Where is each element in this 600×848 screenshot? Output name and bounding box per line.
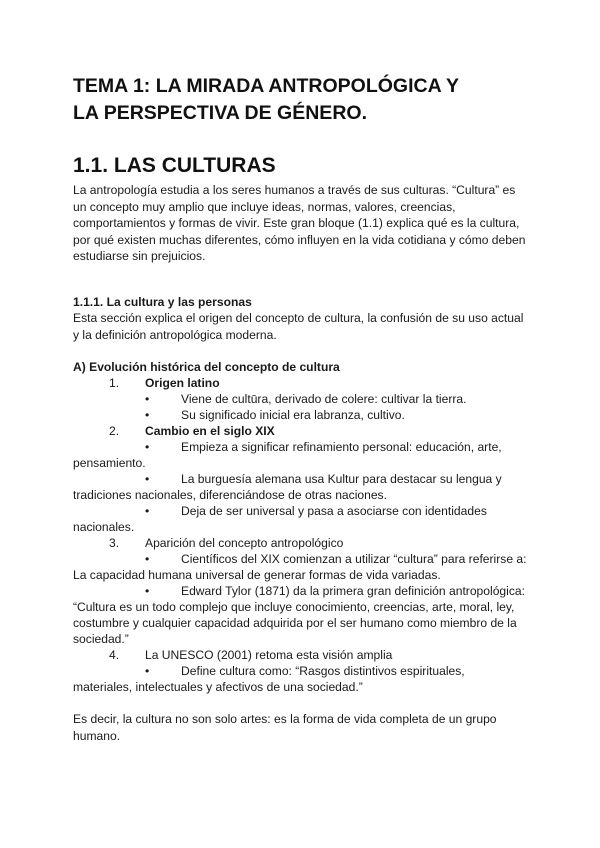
bullet-text: Define cultura como: “Rasgos distintivos espirituales,: [181, 664, 465, 678]
item-number: 2.: [109, 424, 120, 438]
bullet-text: materiales, intelectuales y afectivos de una sociedad.”: [73, 680, 363, 694]
paragraph-line: humano.: [73, 728, 121, 743]
paragraph-line: Es decir, la cultura no son solo artes: es la forma de vida completa de un grupo: [73, 712, 497, 726]
paragraph-line: comportamientos y formas de vivir. Este gran bloque (1.1) explica qué es la cultura,: [73, 216, 520, 230]
bullet-text: Científicos del XIX comienzan a utilizar “cultura” para referirse a:: [181, 552, 527, 566]
bullet-text: Su significado inicial era labranza, cultivo.: [181, 408, 405, 422]
document-title-line: TEMA 1: LA MIRADA ANTROPOLÓGICA Y: [73, 75, 460, 97]
part-a-heading: A) Evolución histórica del concepto de cultura: [73, 360, 340, 374]
bullet-text: Empieza a significar refinamiento personal: educación, arte,: [181, 440, 502, 454]
paragraph-line: estudiarse sin prejuicios.: [73, 249, 206, 263]
subsection-intro: [73, 310, 533, 343]
bullet-glyph: •: [145, 504, 150, 518]
item-number: 3.: [109, 536, 120, 550]
bullet-text: “Cultura es un todo complejo que incluye conocimiento, creencias, arte, moral, ley,: [73, 600, 515, 614]
bullet-glyph: •: [145, 440, 150, 454]
subsection-heading: 1.1.1. La cultura y las personas: [73, 295, 252, 309]
bullet-text: Deja de ser universal y pasa a asociarse con identidades: [181, 504, 487, 518]
bullet-glyph: •: [145, 552, 150, 566]
paragraph-line: Esta sección explica el origen del concepto de cultura, la confusión de su uso actual: [73, 311, 524, 325]
section-heading: 1.1. LAS CULTURAS: [73, 154, 276, 177]
bullet-glyph: •: [145, 584, 150, 598]
document-title-line: LA PERSPECTIVA DE GÉNERO.: [73, 102, 367, 124]
bullet-glyph: •: [145, 472, 150, 486]
item-title: Cambio en el siglo XIX: [145, 424, 275, 438]
conclusion-paragraph: [73, 711, 533, 744]
bullet-text: pensamiento.: [73, 456, 146, 470]
bullet-text: sociedad.”: [73, 632, 129, 646]
paragraph-line: un concepto muy amplio que incluye ideas, normas, valores, creencias,: [73, 199, 456, 214]
paragraph-line: por qué existen muchas diferentes, cómo influyen en la vida cotidiana y cómo deben: [73, 232, 526, 247]
item-title: Origen latino: [145, 376, 220, 390]
section-intro: [73, 182, 533, 265]
bullet-text: La capacidad humana universal de generar formas de vida variadas.: [73, 568, 441, 582]
bullet-text: nacionales.: [73, 520, 135, 534]
paragraph-line: La antropología estudia a los seres humanos a través de sus culturas. “Cultura” es: [73, 183, 516, 197]
bullet-glyph: •: [145, 408, 150, 422]
item-number: 4.: [109, 648, 120, 662]
item-number: 1.: [109, 376, 120, 390]
bullet-text: Viene de cultūra, derivado de colere: cultivar la tierra.: [181, 392, 467, 406]
bullet-text: tradiciones nacionales, diferenciándose de otras naciones.: [73, 488, 387, 502]
bullet-text: La burguesía alemana usa Kultur para destacar su lengua y: [181, 472, 502, 486]
item-title: La UNESCO (2001) retoma esta visión amplia: [145, 648, 393, 662]
bullet-text: costumbre y cualquier capacidad adquirida por el ser humano como miembro de la: [73, 616, 517, 630]
bullet-text: Edward Tylor (1871) da la primera gran definición antropológica:: [181, 584, 525, 598]
paragraph-line: y la definición antropológica moderna.: [73, 327, 277, 342]
bullet-glyph: •: [145, 392, 150, 406]
item-title: Aparición del concepto antropológico: [145, 536, 344, 550]
bullet-glyph: •: [145, 664, 150, 678]
document-title: [73, 73, 543, 127]
